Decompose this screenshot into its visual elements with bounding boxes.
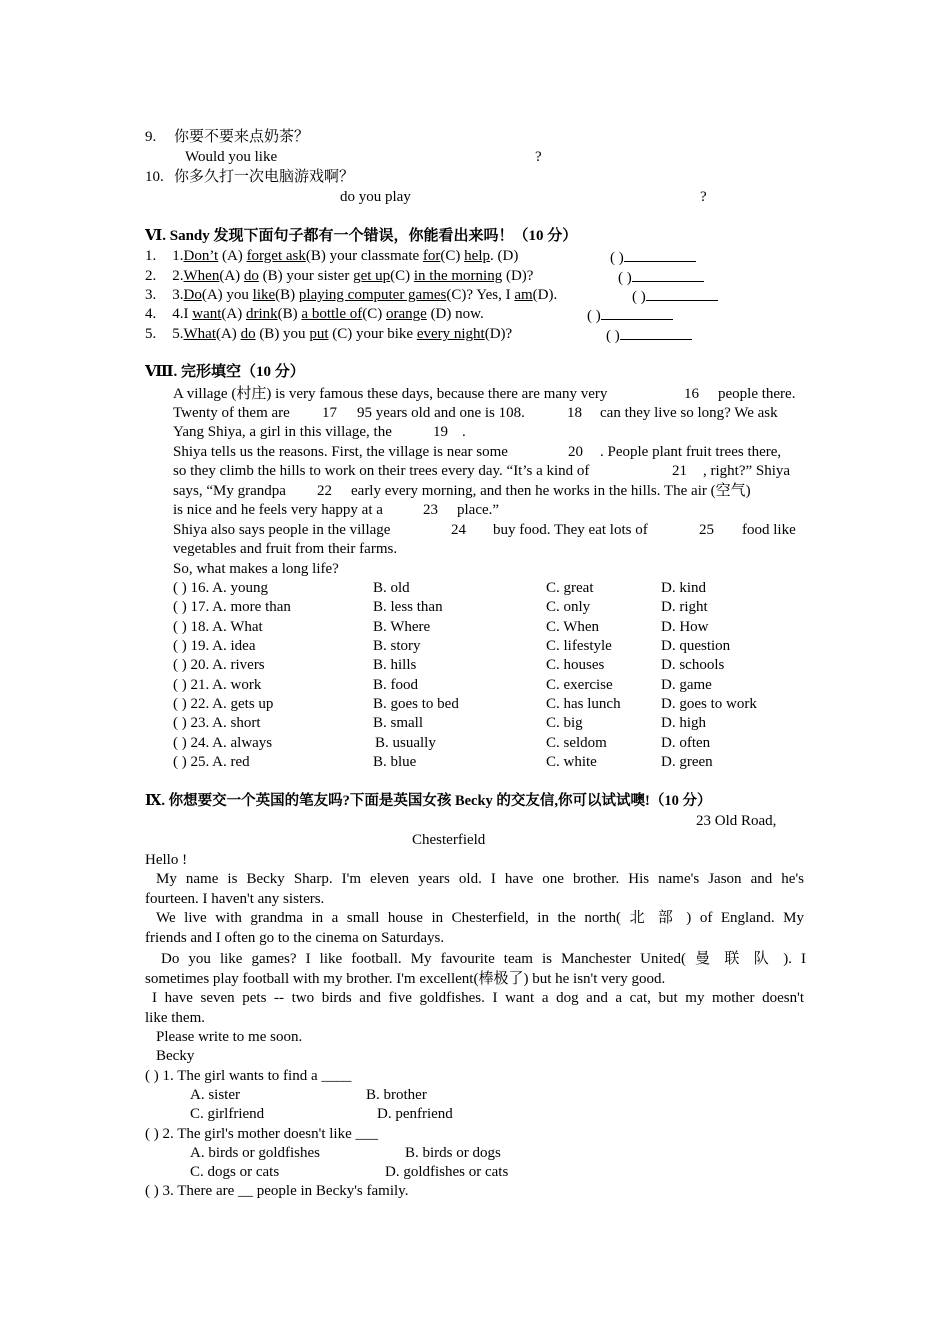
option-a[interactable]: A. sister: [190, 1087, 240, 1103]
letter-greeting: Hello !: [145, 852, 188, 868]
letter-signature: Becky: [156, 1048, 195, 1064]
answer-blank[interactable]: ( ): [632, 286, 718, 307]
option-b[interactable]: B. usually: [375, 735, 436, 751]
letter-text: friends and I often go to the cinema on Saturdays.: [145, 930, 445, 946]
option-b[interactable]: B. less than: [373, 599, 443, 615]
option-c[interactable]: C. lifestyle: [546, 638, 612, 654]
option-d[interactable]: D. schools: [661, 657, 725, 673]
option-b[interactable]: B. small: [373, 715, 424, 731]
option-d[interactable]: D. high: [661, 715, 706, 731]
cloze-blank-23: 23: [423, 502, 438, 518]
cloze-text: Twenty of them are: [173, 405, 290, 421]
cloze-text: A village (村庄) is very famous these days, because there are many very: [173, 386, 608, 402]
option-d[interactable]: D. right: [661, 599, 708, 615]
list-item: 1. 1.Don’t (A) forget ask(B) your classmate for(C) help. (D): [145, 248, 519, 264]
question-9-number: 9.: [145, 129, 157, 145]
question-10-chinese: 你多久打一次电脑游戏啊？: [174, 169, 355, 185]
option-b[interactable]: B. blue: [373, 754, 417, 770]
list-item: 2. 2.When(A) do (B) your sister get up(C) in the morning (D)?: [145, 268, 534, 284]
cloze-blank-22: 22: [317, 483, 332, 499]
answer-blank[interactable]: ( ): [610, 247, 696, 268]
option-b[interactable]: B. brother: [366, 1087, 427, 1103]
option-row: ( ) 24. A. always: [173, 735, 273, 751]
letter-address-line1: 23 Old Road,: [696, 813, 777, 829]
option-c[interactable]: C. only: [546, 599, 591, 615]
option-d[interactable]: D. green: [661, 754, 713, 770]
option-c[interactable]: C. big: [546, 715, 583, 731]
option-d[interactable]: D. question: [661, 638, 731, 654]
option-d[interactable]: D. goldfishes or cats: [385, 1164, 509, 1180]
cloze-text: place.”: [457, 502, 500, 518]
cloze-text: early every morning, and then he works in the hills. The air (空气): [351, 483, 751, 499]
option-row: ( ) 21. A. work: [173, 677, 262, 693]
option-row: ( ) 18. A. What: [173, 619, 263, 635]
option-row: ( ) 25. A. red: [173, 754, 250, 770]
cloze-text: Yang Shiya, a girl in this village, the: [173, 424, 392, 440]
option-d[interactable]: D. often: [661, 735, 711, 751]
option-b[interactable]: B. goes to bed: [373, 696, 459, 712]
letter-text: sometimes play football with my brother. I'm excellent(棒极了) but he isn't very good.: [145, 971, 666, 987]
list-item: 3. 3.Do(A) you like(B) playing computer games(C)? Yes, I am(D).: [145, 287, 558, 303]
letter-text: Please write to me soon.: [156, 1029, 303, 1045]
option-b[interactable]: B. food: [373, 677, 418, 693]
cloze-text: says, “My grandpa: [173, 483, 286, 499]
cloze-text: so they climb the hills to work on their trees every day. “It’s a kind of: [173, 463, 590, 479]
option-c[interactable]: C. houses: [546, 657, 605, 673]
option-b[interactable]: B. story: [373, 638, 421, 654]
option-c[interactable]: C. dogs or cats: [190, 1164, 280, 1180]
cloze-text: food like: [742, 522, 796, 538]
option-b[interactable]: B. Where: [373, 619, 431, 635]
cloze-text: is nice and he feels very happy at a: [173, 502, 383, 518]
option-b[interactable]: B. hills: [373, 657, 417, 673]
question-9-chinese: 你要不要来点奶茶？: [174, 129, 310, 145]
question-10-english: do you play: [340, 189, 411, 205]
section-8-title: Ⅷ. 完形填空（10 分）: [145, 364, 305, 380]
option-row: ( ) 16. A. young: [173, 580, 268, 596]
option-c[interactable]: C. girlfriend: [190, 1106, 265, 1122]
option-d[interactable]: D. kind: [661, 580, 706, 596]
cloze-blank-21: 21: [672, 463, 687, 479]
cloze-text: vegetables and fruit from their farms.: [173, 541, 398, 557]
cloze-text: people there.: [718, 386, 796, 402]
cloze-text: So, what makes a long life?: [173, 561, 339, 577]
comprehension-question: ( ) 1. The girl wants to find a ____: [145, 1068, 352, 1084]
section-6-title: Ⅵ. Sandy 发现下面句子都有一个错误，你能看出来吗！（10 分）: [145, 228, 578, 244]
question-10-number: 10.: [145, 169, 164, 185]
cloze-text: Shiya tells us the reasons. First, the village is near some: [173, 444, 508, 460]
question-9-english: Would you like: [185, 149, 278, 165]
cloze-blank-19: 19: [433, 424, 448, 440]
list-item: 5. 5.What(A) do (B) you put (C) your bike every night(D)?: [145, 326, 513, 342]
option-c[interactable]: C. great: [546, 580, 594, 596]
cloze-blank-18: 18: [567, 405, 582, 421]
option-row: ( ) 17. A. more than: [173, 599, 291, 615]
question-10-end: ?: [700, 189, 707, 205]
answer-blank[interactable]: ( ): [606, 325, 692, 346]
option-d[interactable]: D. game: [661, 677, 712, 693]
cloze-text: can they live so long? We ask: [600, 405, 778, 421]
option-c[interactable]: C. seldom: [546, 735, 607, 751]
option-a[interactable]: A. birds or goldfishes: [190, 1145, 320, 1161]
option-row: ( ) 22. A. gets up: [173, 696, 274, 712]
option-b[interactable]: B. old: [373, 580, 410, 596]
cloze-text: . People plant fruit trees there,: [600, 444, 782, 460]
letter-address-line2: Chesterfield: [412, 832, 486, 848]
letter-text: fourteen. I haven't any sisters.: [145, 891, 325, 907]
answer-blank[interactable]: ( ): [587, 305, 673, 326]
letter-text: Do you like games? I like football. My favourite team is Manchester United( 曼 联 队 ). I: [161, 951, 806, 967]
cloze-blank-20: 20: [568, 444, 583, 460]
letter-text: We live with grandma in a small house in Chesterfield, in the north( 北 部 ) of England. My: [156, 910, 804, 926]
cloze-text: Shiya also says people in the village: [173, 522, 391, 538]
letter-text: I have seven pets -- two birds and five goldfishes. I want a dog and a cat, but my mother doesn't: [152, 990, 804, 1006]
section-9-title: Ⅸ. 你想要交一个英国的笔友吗?下面是英国女孩 Becky 的交友信,你可以试试噢!（10 分）: [145, 793, 712, 809]
option-c[interactable]: C. has lunch: [546, 696, 621, 712]
comprehension-question: ( ) 3. There are __ people in Becky's family.: [145, 1183, 409, 1199]
cloze-text: 95 years old and one is 108.: [357, 405, 525, 421]
cloze-text: .: [462, 424, 466, 440]
option-d[interactable]: D. goes to work: [661, 696, 757, 712]
option-b[interactable]: B. birds or dogs: [405, 1145, 501, 1161]
question-9-end: ?: [535, 149, 542, 165]
option-row: ( ) 20. A. rivers: [173, 657, 265, 673]
cloze-blank-16: 16: [684, 386, 699, 402]
option-c[interactable]: C. exercise: [546, 677, 613, 693]
option-c[interactable]: C. white: [546, 754, 597, 770]
comprehension-question: ( ) 2. The girl's mother doesn't like ___: [145, 1126, 379, 1142]
option-row: ( ) 23. A. short: [173, 715, 261, 731]
cloze-text: buy food. They eat lots of: [493, 522, 648, 538]
cloze-text: , right?” Shiya: [703, 463, 791, 479]
answer-blank[interactable]: ( ): [618, 267, 704, 288]
letter-text: My name is Becky Sharp. I'm eleven years old. I have one brother. His name's Jason and he's: [156, 871, 804, 887]
cloze-blank-24: 24: [451, 522, 466, 538]
list-item: 4. 4.I want(A) drink(B) a bottle of(C) orange (D) now.: [145, 306, 484, 322]
cloze-blank-17: 17: [322, 405, 337, 421]
option-d[interactable]: D. penfriend: [377, 1106, 453, 1122]
option-row: ( ) 19. A. idea: [173, 638, 256, 654]
option-d[interactable]: D. How: [661, 619, 709, 635]
letter-text: like them.: [145, 1010, 205, 1026]
option-c[interactable]: C. When: [546, 619, 600, 635]
cloze-blank-25: 25: [699, 522, 714, 538]
